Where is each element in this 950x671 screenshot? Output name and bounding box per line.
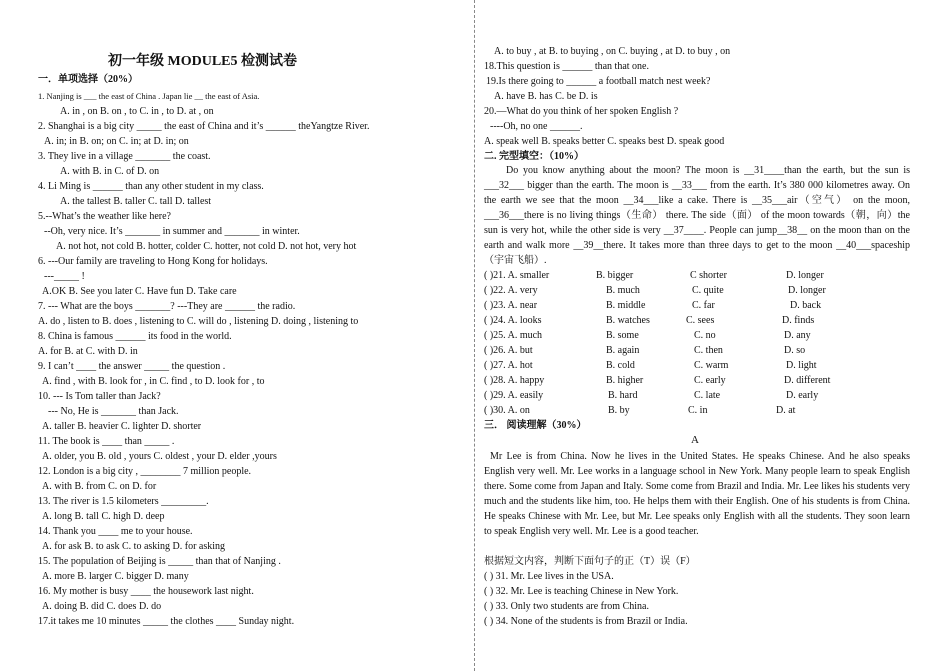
option-d: D. at bbox=[776, 405, 796, 416]
question-line: 13. The river is 1.5 kilometers _________. bbox=[38, 496, 209, 507]
option-line: A. long B. tall C. high D. deep bbox=[42, 511, 165, 522]
option-b: B. again bbox=[606, 345, 640, 356]
question-line: 20.—What do you think of her spoken English ? bbox=[484, 106, 679, 117]
question-line: 3. They live in a village _______ the coast. bbox=[38, 151, 211, 162]
option-b: B. some bbox=[606, 330, 639, 341]
option-a: ( )24. A. looks bbox=[484, 315, 542, 326]
question-line: 10. --- Is Tom taller than Jack? bbox=[38, 391, 161, 402]
option-line: A. with B. from C. on D. for bbox=[42, 481, 157, 492]
question-line: 6. ---Our family are traveling to Hong Kong for holidays. bbox=[38, 256, 268, 267]
section-3-heading: 三． 阅读理解（30%） bbox=[484, 420, 587, 431]
option-b: B. bigger bbox=[596, 270, 634, 281]
question-line: 1. Nanjing is ___ the east of China . Japan lie __ the east of Asia. bbox=[38, 91, 260, 101]
question-line: 14. Thank you ____ me to your house. bbox=[38, 526, 193, 537]
section-2-heading: 二. 完型填空：（10%） bbox=[484, 151, 584, 162]
option-line: A. to buy , at B. to buying , on C. buying , at D. to buy , on bbox=[494, 46, 731, 57]
option-line: A. not hot, not cold B. hotter, colder C. hotter, not cold D. not hot, very hot bbox=[56, 241, 357, 252]
option-line: A.OK B. See you later C. Have fun D. Take care bbox=[42, 286, 237, 297]
option-c: C. warm bbox=[694, 360, 729, 371]
question-line: 2. Shanghai is a big city _____ the east of China and it’s ______ theYangtze River. bbox=[38, 121, 370, 132]
option-line: A. older, you B. old , yours C. oldest , your D. elder ,yours bbox=[42, 451, 277, 462]
section-1-heading: 一．单项选择（20%） bbox=[38, 74, 138, 85]
option-d: D. so bbox=[784, 345, 806, 356]
question-line: 16. My mother is busy ____ the housework last night. bbox=[38, 586, 254, 597]
option-d: D. finds bbox=[782, 315, 815, 326]
option-d: D. early bbox=[786, 390, 819, 401]
question-line: 18.This question is ______ than that one. bbox=[484, 61, 649, 72]
option-d: D. longer bbox=[788, 285, 826, 296]
option-c: C. late bbox=[694, 390, 721, 401]
question-line: 12. London is a big city , ________ 7 million people. bbox=[38, 466, 252, 477]
option-d: D. back bbox=[790, 300, 822, 311]
question-line: ----Oh, no one ______. bbox=[490, 121, 583, 132]
option-c: C. early bbox=[694, 375, 726, 386]
option-line: A. find , with B. look for , in C. find , to D. look for , to bbox=[42, 376, 265, 387]
question-line: 8. China is famous ______ its food in the world. bbox=[38, 331, 232, 342]
option-line: A. doing B. did C. does D. do bbox=[42, 601, 162, 612]
tf-question: ( ) 32. Mr. Lee is teaching Chinese in New York. bbox=[484, 586, 679, 597]
option-line: A. in , on B. on , to C. in , to D. at , on bbox=[60, 106, 214, 117]
option-b: B. higher bbox=[606, 375, 644, 386]
option-a: ( )25. A. much bbox=[484, 330, 543, 341]
left-column bbox=[38, 0, 463, 671]
question-line: 11. The book is ____ than _____ . bbox=[38, 436, 175, 447]
question-line: --Oh, very nice. It’s _______ in summer and _______ in winter. bbox=[44, 226, 300, 237]
option-d: D. any bbox=[784, 330, 811, 341]
option-line: A. for B. at C. with D. in bbox=[38, 346, 138, 357]
question-line: 19.Is there going to ______ a football match nest week? bbox=[486, 76, 711, 87]
option-a: ( )30. A. on bbox=[484, 405, 530, 416]
option-b: B. by bbox=[608, 405, 630, 416]
tf-question: ( ) 34. None of the students is from Brazil or India. bbox=[484, 616, 688, 627]
passage-label: A bbox=[691, 434, 699, 446]
option-b: B. middle bbox=[606, 300, 646, 311]
option-d: D. different bbox=[784, 375, 831, 386]
option-b: B. hard bbox=[608, 390, 638, 401]
question-line: 15. The population of Beijing is _____ than that of Nanjing . bbox=[38, 556, 281, 567]
option-b: B. cold bbox=[606, 360, 635, 371]
option-line: A. more B. larger C. bigger D. many bbox=[42, 571, 189, 582]
option-line: A. taller B. heavier C. lighter D. shorter bbox=[42, 421, 202, 432]
option-c: C. in bbox=[688, 405, 708, 416]
tf-question: ( ) 33. Only two students are from China. bbox=[484, 601, 649, 612]
option-b: B. much bbox=[606, 285, 640, 296]
option-a: ( )26. A. but bbox=[484, 345, 533, 356]
question-line: --- No, He is _______ than Jack. bbox=[48, 406, 179, 417]
option-a: ( )28. A. happy bbox=[484, 375, 545, 386]
right-column bbox=[484, 0, 912, 671]
option-line: A. have B. has C. be D. is bbox=[494, 91, 598, 102]
option-c: C. far bbox=[692, 300, 715, 311]
option-line: A. do , listen to B. does , listening to C. will do , listening D. doing , listening to bbox=[38, 316, 359, 327]
option-line: A. with B. in C. of D. on bbox=[60, 166, 160, 177]
option-a: ( )29. A. easily bbox=[484, 390, 544, 401]
question-line: 7. --- What are the boys _______? ---They are ______ the radio. bbox=[38, 301, 296, 312]
option-c: C. no bbox=[694, 330, 716, 341]
option-c: C. then bbox=[694, 345, 723, 356]
option-a: ( )27. A. hot bbox=[484, 360, 533, 371]
reading-passage: Mr Lee is from China. Now he lives in the United States. He speaks Chinese. And he also speaks English very well. Mr. Lee works in a language school in New York. Many people learn to speak English there. Some come from Japan and Italy. Some come from Brazil and India. Mr. Lee likes his students very much and the students like him, too. He helps them with their English. One of his students is from China. He speaks Chinese with Mr. Lee, but Mr. Lee speaks only English with all the students. They soon learn to speak English very well. Mr. Lee is a good teacher. bbox=[484, 451, 910, 537]
question-line: 4. Li Ming is ______ than any other student in my class. bbox=[38, 181, 264, 192]
question-line: 5.--What’s the weather like here? bbox=[38, 211, 171, 222]
tf-instruction: 根据短文内容，判断下面句子的正（T）误（F） bbox=[484, 556, 696, 567]
option-b: B. watches bbox=[606, 315, 650, 326]
cloze-passage: Do you know anything about the moon? The moon is __31____than the earth, but the sun is ___32___ bigger than the earth. The moon is __33___ from the earth. It’s 380 000 kilometres away. On the earth we see that the moon __34___like a cake. There is __35___air（空气） on the moon, ___36___there is no living things（生命） there. The side（面） of the moon towards（朝，向）the sun is very hot, while the other side is very __37____. People can jump__38__ on the moon than on the earth and walk more __39__there. It takes more than three days to get to the moon __40___spaceship（宇宙飞船）. bbox=[484, 165, 910, 266]
option-c: C. sees bbox=[686, 315, 715, 326]
option-line: A. the tallest B. taller C. tall D. tallest bbox=[60, 196, 212, 207]
question-line: ---_____ ! bbox=[44, 271, 85, 282]
option-d: D. longer bbox=[786, 270, 824, 281]
option-a: ( )21. A. smaller bbox=[484, 270, 550, 281]
option-a: ( )22. A. very bbox=[484, 285, 538, 296]
exam-title: 初一年级 MODULE5 检测试卷 bbox=[108, 54, 297, 69]
option-c: C. quite bbox=[692, 285, 724, 296]
page-divider bbox=[474, 0, 475, 671]
question-line: 9. I can’t ____ the answer _____ the question . bbox=[38, 361, 226, 372]
question-line: 17.it takes me 10 minutes _____ the clothes ____ Sunday night. bbox=[38, 616, 295, 627]
tf-question: ( ) 31. Mr. Lee lives in the USA. bbox=[484, 571, 614, 582]
option-line: A. speak well B. speaks better C. speaks best D. speak good bbox=[484, 136, 725, 147]
option-line: A. in; in B. on; on C. in; at D. in; on bbox=[44, 136, 189, 147]
option-c: C shorter bbox=[690, 270, 727, 281]
option-d: D. light bbox=[786, 360, 817, 371]
option-a: ( )23. A. near bbox=[484, 300, 538, 311]
option-line: A. for ask B. to ask C. to asking D. for asking bbox=[42, 541, 226, 552]
